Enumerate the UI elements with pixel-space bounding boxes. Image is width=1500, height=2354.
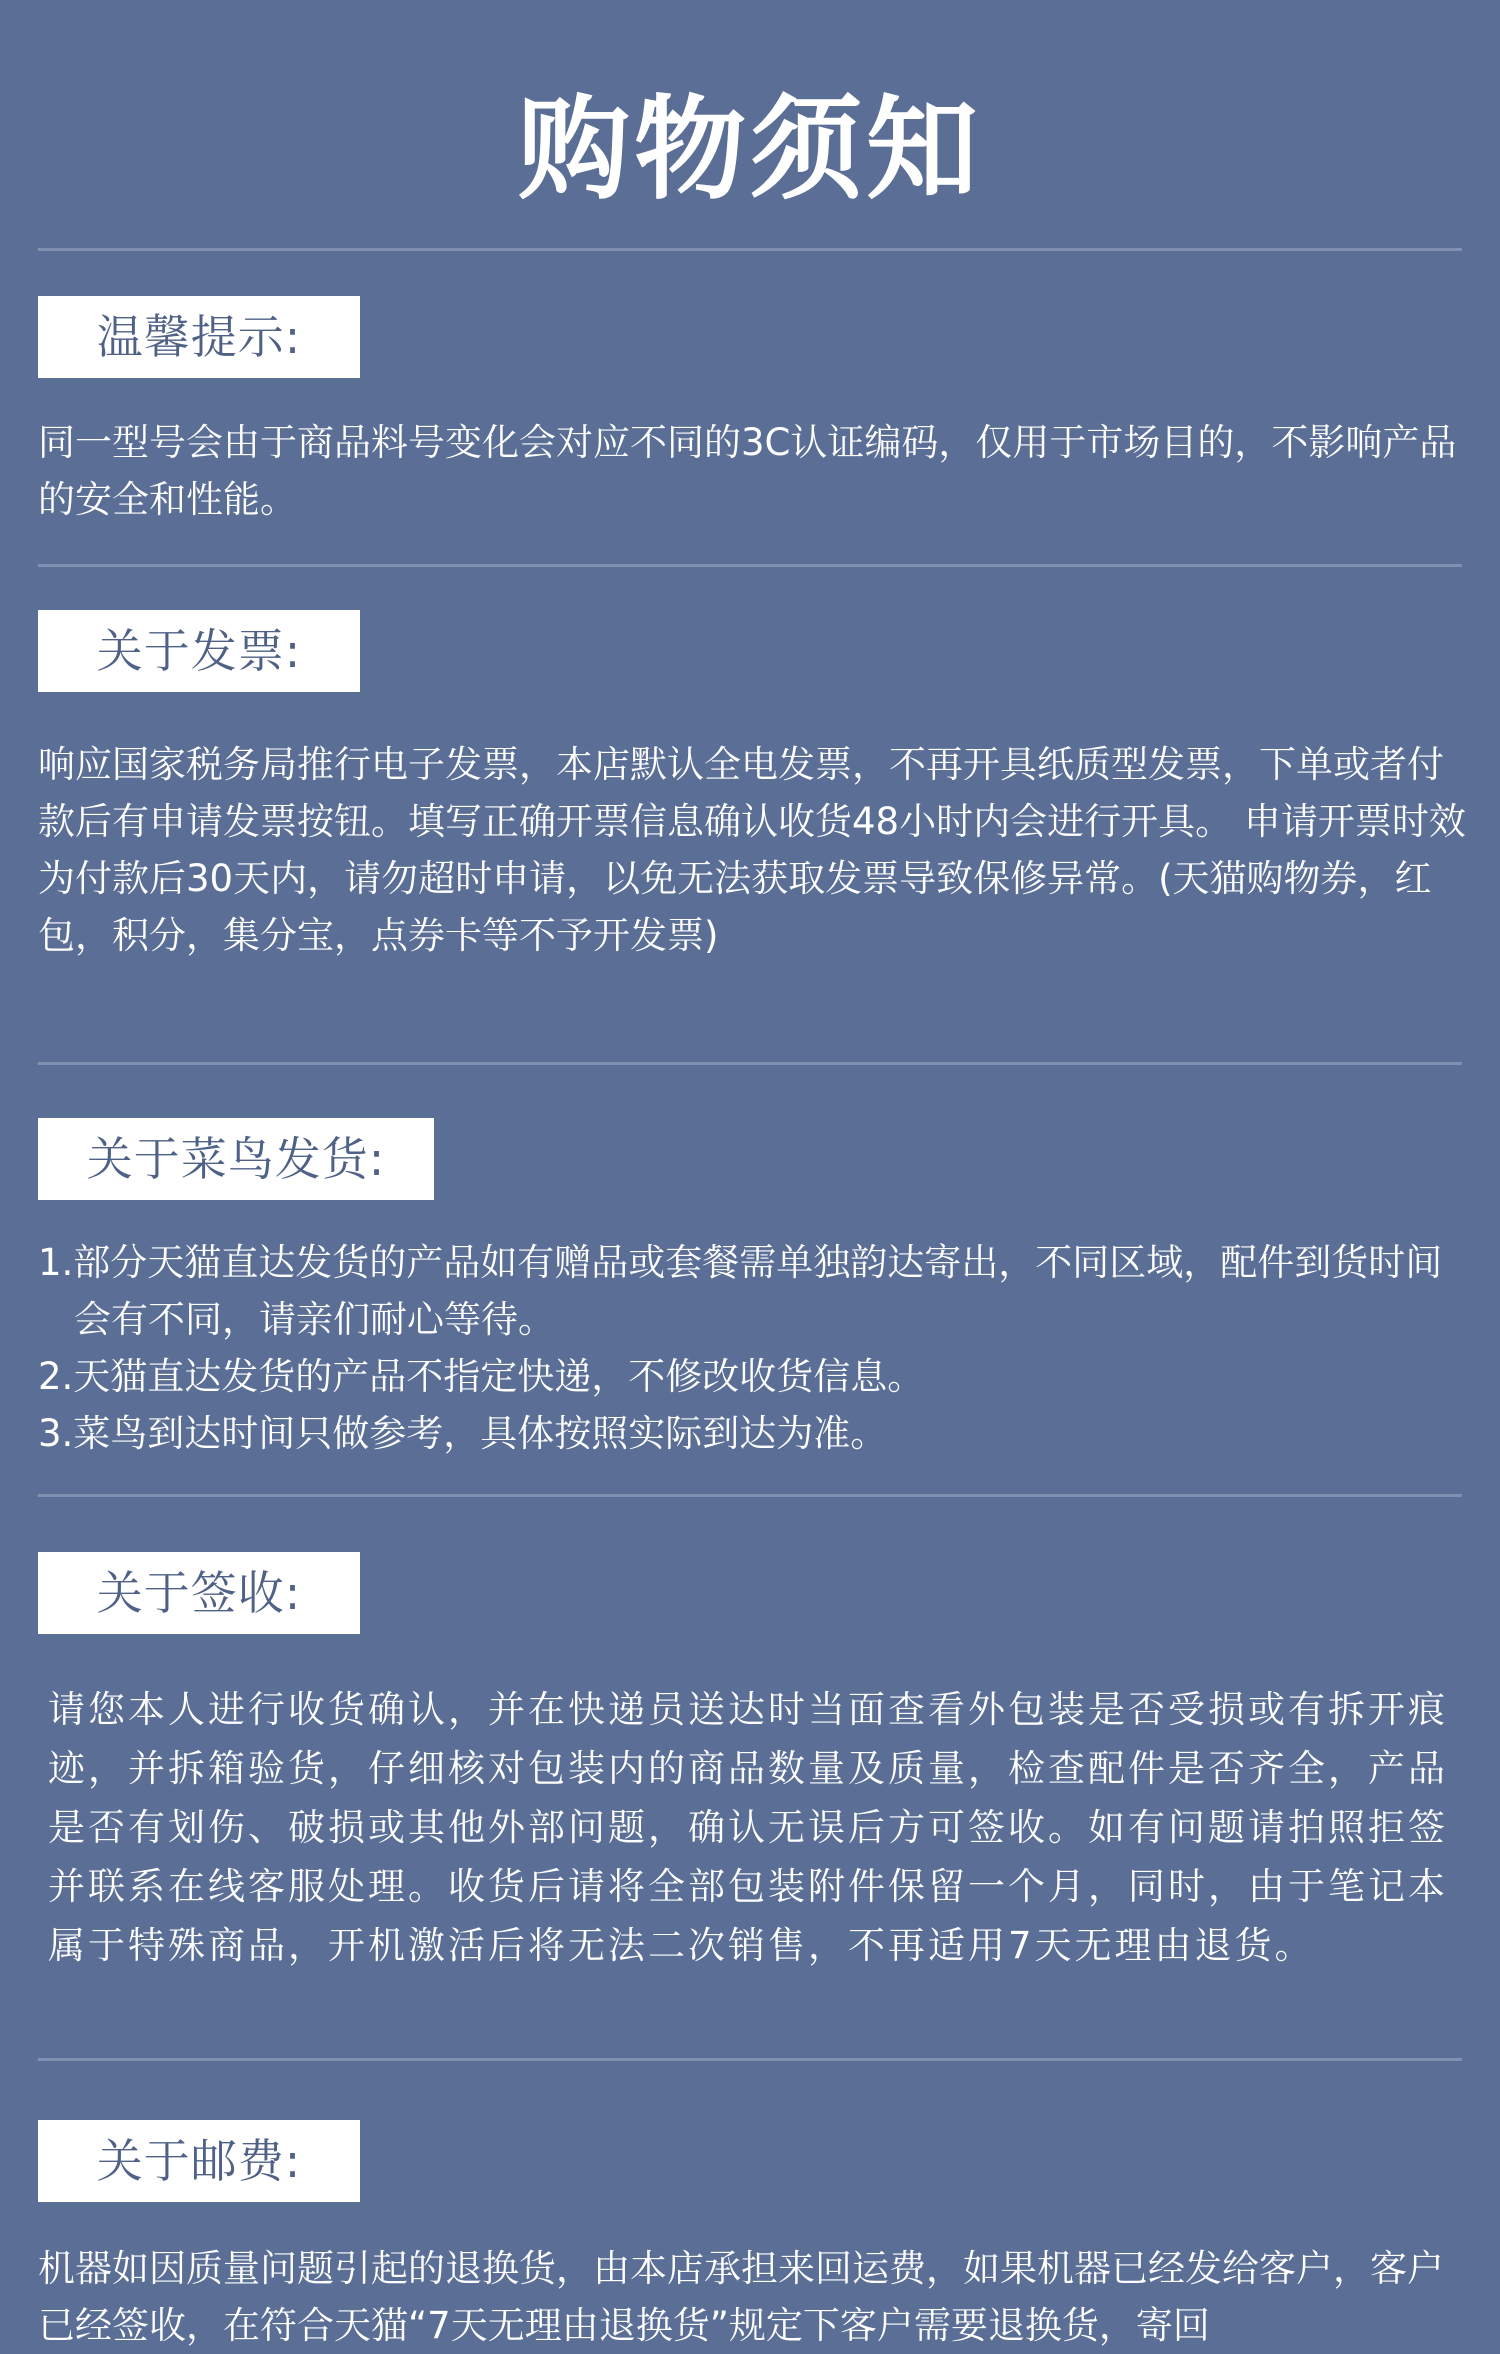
section-label-invoice: 关于发票: [38,610,360,692]
list-item: 2.天猫直达发货的产品不指定快递，不修改收货信息。 [38,1355,925,1398]
section-text-signing: 请您本人进行收货确认，并在快递员送达时当面查看外包装是否受损或有拆开痕迹，并拆箱验货，仔细核对包装内的商品数量及质量，检查配件是否齐全，产品是否有划伤、破损或其他外部问题，确认无误后方可签收。如有问题请拍照拒签并联系在线客服处理。收货后请将全部包装附件保留一个月，同时，由于笔记本属于特殊商品，开机激活后将无法二次销售，不再适用7天无理由退货。 [48,1688,1448,1967]
list-item: 1.部分天猫直达发货的产品如有赠品或套餐需单独韵达寄出，不同区域，配件到货时间会有不同，请亲们耐心等待。 [38,1241,1443,1341]
section-list-cainiao [38,1234,1468,1462]
divider [38,248,1462,251]
page-title: 购物须知 [518,85,982,215]
section-label-signing: 关于签收: [38,1552,360,1634]
list-item: 3.菜鸟到达时间只做参考，具体按照实际到达为准。 [38,1412,888,1455]
section-text-tips: 同一型号会由于商品料号变化会对应不同的3C认证编码，仅用于市场目的，不影响产品的安全和性能。 [38,421,1457,521]
divider [38,1494,1462,1497]
divider [38,564,1462,567]
divider [38,1062,1462,1065]
section-label-cainiao: 关于菜鸟发货: [38,1118,434,1200]
section-text-invoice: 响应国家税务局推行电子发票，本店默认全电发票，不再开具纸质型发票，下单或者付款后有申请发票按钮。填写正确开票信息确认收货48小时内会进行开具。 申请开票时效为付款后30天内，请勿超时申请，以免无法获取发票导致保修异常。(天猫购物券，红包，积分，集分宝，点券卡等不予开发票) [38,743,1466,957]
section-label-tips: 温馨提示: [38,296,360,378]
section-label-postage: 关于邮费: [38,2120,360,2202]
section-text-postage: 机器如因质量问题引起的退换货，由本店承担来回运费，如果机器已经发给客户，客户已经签收，在符合天猫“7天无理由退换货”规定下客户需要退换货，寄回 [38,2247,1444,2347]
divider [38,2058,1462,2061]
